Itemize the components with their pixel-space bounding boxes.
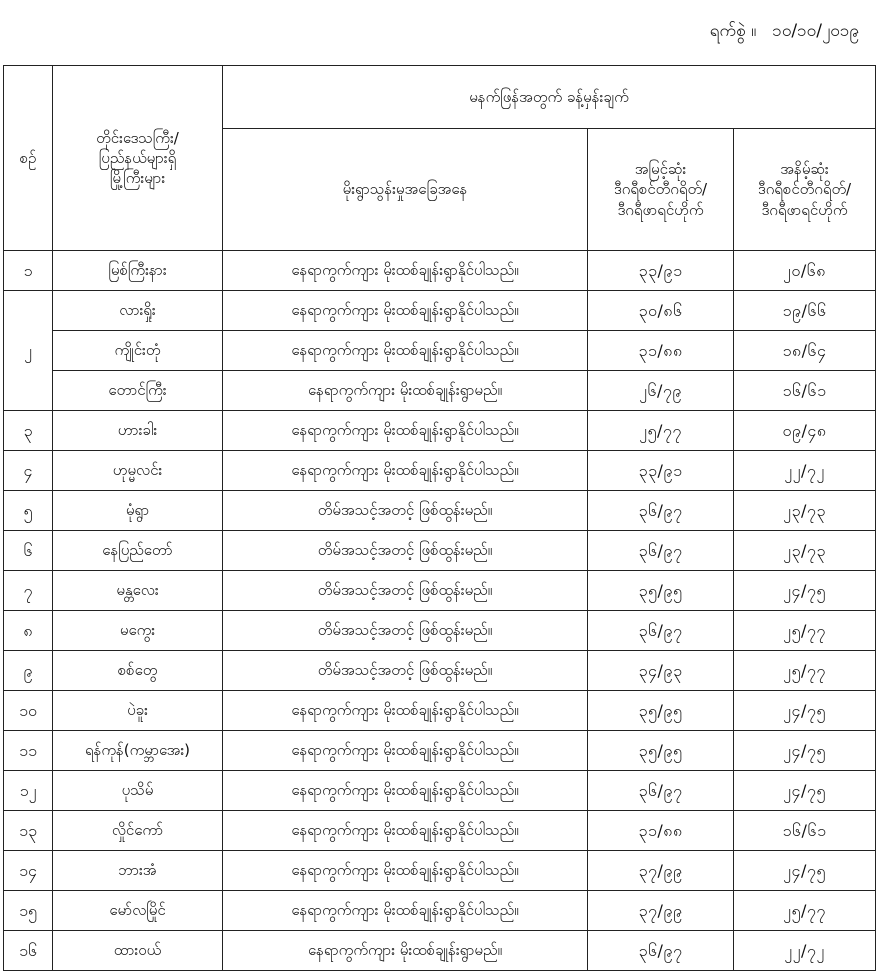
min-temp: ၂၅/၇၇ bbox=[734, 651, 876, 691]
rain-condition: နေရာကွက်ကျား မိုးထစ်ချုန်းရွာနိုင်ပါသည်။ bbox=[223, 731, 588, 771]
header-city-line: ပြည်နယ်များရှိ bbox=[98, 148, 177, 167]
table-row bbox=[4, 771, 876, 811]
city-name: ပဲခူး bbox=[53, 691, 223, 731]
row-number: ၄ bbox=[4, 451, 53, 491]
header-city-line: မြို့ကြီးများ bbox=[109, 169, 166, 188]
max-temp: ၂၆/၇၉ bbox=[588, 371, 734, 411]
max-temp: ၃၆/၉၇ bbox=[588, 611, 734, 651]
min-temp: ၁၉/၆၆ bbox=[734, 291, 876, 331]
table-row bbox=[4, 331, 876, 371]
rain-condition: တိမ်အသင့်အတင့် ဖြစ်ထွန်းမည်။ bbox=[223, 531, 588, 571]
date-value: ၁၀/၁၀/၂၀၁၉ bbox=[772, 21, 859, 41]
max-temp: ၂၅/၇၇ bbox=[588, 411, 734, 451]
table-row bbox=[4, 411, 876, 451]
city-name: ရန်ကုန်(ကမ္ဘာအေး) bbox=[53, 731, 223, 771]
table-row bbox=[4, 731, 876, 771]
forecast-table bbox=[3, 65, 876, 971]
max-temp: ၃၁/၈၈ bbox=[588, 811, 734, 851]
city-name: နေပြည်တော် bbox=[53, 531, 223, 571]
rain-condition: နေရာကွက်ကျား မိုးထစ်ချုန်းရွာနိုင်ပါသည်။ bbox=[223, 411, 588, 451]
min-temp: ၀၉/၄၈ bbox=[734, 411, 876, 451]
rain-condition: နေရာကွက်ကျား မိုးထစ်ချုန်းရွာနိုင်ပါသည်။ bbox=[223, 291, 588, 331]
table-row bbox=[4, 291, 876, 331]
row-number: ၈ bbox=[4, 611, 53, 651]
row-number: ၉ bbox=[4, 651, 53, 691]
city-name: ဟားခါး bbox=[53, 411, 223, 451]
header-min-line: အနိမ့်ဆုံး bbox=[780, 160, 829, 179]
row-number: ၁၁ bbox=[4, 731, 53, 771]
max-temp: ၃၄/၉၃ bbox=[588, 651, 734, 691]
row-number: ၇ bbox=[4, 571, 53, 611]
table-row bbox=[4, 931, 876, 971]
min-temp: ၁၆/၆၁ bbox=[734, 811, 876, 851]
min-temp: ၂၀/၆၈ bbox=[734, 251, 876, 291]
max-temp: ၃၁/၈၈ bbox=[588, 331, 734, 371]
table-row bbox=[4, 491, 876, 531]
city-name: မကွေး bbox=[53, 611, 223, 651]
table-row bbox=[4, 651, 876, 691]
rain-condition: တိမ်အသင့်အတင့် ဖြစ်ထွန်းမည်။ bbox=[223, 491, 588, 531]
city-name: မန္တလေး bbox=[53, 571, 223, 611]
rain-condition: တိမ်အသင့်အတင့် ဖြစ်ထွန်းမည်။ bbox=[223, 651, 588, 691]
min-temp: ၂၃/၇၃ bbox=[734, 531, 876, 571]
city-name: မြစ်ကြီးနား bbox=[53, 251, 223, 291]
row-number: ၁၃ bbox=[4, 811, 53, 851]
min-temp: ၂၅/၇၇ bbox=[734, 891, 876, 931]
header-max-line: ဒီဂရီဖာရင်ဟိုက် bbox=[617, 200, 704, 219]
max-temp: ၃၅/၉၅ bbox=[588, 691, 734, 731]
rain-condition: နေရာကွက်ကျား မိုးထစ်ချုန်းရွာနိုင်ပါသည်။ bbox=[223, 691, 588, 731]
table-row bbox=[4, 811, 876, 851]
min-temp: ၂၄/၇၅ bbox=[734, 771, 876, 811]
row-number: ၅ bbox=[4, 491, 53, 531]
report-date bbox=[710, 20, 859, 45]
rain-condition: နေရာကွက်ကျား မိုးထစ်ချုန်းရွာနိုင်ပါသည်။ bbox=[223, 451, 588, 491]
rain-condition: နေရာကွက်ကျား မိုးထစ်ချုန်းရွာနိုင်ပါသည်။ bbox=[223, 251, 588, 291]
city-name: မော်လမြိုင် bbox=[53, 891, 223, 931]
city-name: မုံရွာ bbox=[53, 491, 223, 531]
row-number: ၁၂ bbox=[4, 771, 53, 811]
table-row bbox=[4, 691, 876, 731]
city-name: တောင်ကြီး bbox=[53, 371, 223, 411]
rain-condition: နေရာကွက်ကျား မိုးထစ်ချုန်းရွာနိုင်ပါသည်။ bbox=[223, 851, 588, 891]
max-temp: ၃၆/၉၇ bbox=[588, 531, 734, 571]
header-max-line: အမြင့်ဆုံး bbox=[634, 160, 687, 179]
min-temp: ၁၈/၆၄ bbox=[734, 331, 876, 371]
header-city-line: တိုင်းဒေသကြီး/ bbox=[96, 128, 179, 147]
city-name: စစ်တွေ bbox=[53, 651, 223, 691]
max-temp: ၃၀/၈၆ bbox=[588, 291, 734, 331]
rain-condition: နေရာကွက်ကျား မိုးထစ်ချုန်းရွာမည်။ bbox=[223, 931, 588, 971]
city-name: ဘားအံ bbox=[53, 851, 223, 891]
row-number: ၃ bbox=[4, 411, 53, 451]
row-number: ၁၀ bbox=[4, 691, 53, 731]
min-temp: ၂၄/၇၅ bbox=[734, 731, 876, 771]
header-no: စဉ် bbox=[4, 66, 53, 251]
max-temp: ၃၅/၉၅ bbox=[588, 571, 734, 611]
city-name: ကျိုင်းတုံ bbox=[53, 331, 223, 371]
min-temp: ၂၄/၇၅ bbox=[734, 571, 876, 611]
table-row bbox=[4, 571, 876, 611]
max-temp: ၃၇/၉၉ bbox=[588, 851, 734, 891]
header-min-line: ဒီဂရီစင်တီဂရိတ်/ bbox=[757, 180, 852, 199]
header-max-line: ဒီဂရီစင်တီဂရိတ်/ bbox=[613, 180, 708, 199]
max-temp: ၃၇/၉၉ bbox=[588, 891, 734, 931]
min-temp: ၂၄/၇၅ bbox=[734, 691, 876, 731]
date-label: ရက်စွဲ ။ bbox=[709, 21, 757, 41]
table-row bbox=[4, 891, 876, 931]
city-name: ထားဝယ် bbox=[53, 931, 223, 971]
header-min-temp bbox=[734, 129, 876, 251]
rain-condition: တိမ်အသင့်အတင့် ဖြစ်ထွန်းမည်။ bbox=[223, 611, 588, 651]
table-row bbox=[4, 251, 876, 291]
row-number: ၆ bbox=[4, 531, 53, 571]
city-name: လှိုင်ကော် bbox=[53, 811, 223, 851]
table-header bbox=[4, 66, 876, 251]
rain-condition: နေရာကွက်ကျား မိုးထစ်ချုန်းရွာမည်။ bbox=[223, 371, 588, 411]
row-number: ၁၅ bbox=[4, 891, 53, 931]
city-name: ဟုမ္မလင်း bbox=[53, 451, 223, 491]
max-temp: ၃၅/၉၅ bbox=[588, 731, 734, 771]
rain-condition: နေရာကွက်ကျား မိုးထစ်ချုန်းရွာနိုင်ပါသည်။ bbox=[223, 331, 588, 371]
city-name: လားရှိုး bbox=[53, 291, 223, 331]
min-temp: ၂၂/၇၂ bbox=[734, 451, 876, 491]
table-row bbox=[4, 851, 876, 891]
rain-condition: နေရာကွက်ကျား မိုးထစ်ချုန်းရွာနိုင်ပါသည်။ bbox=[223, 811, 588, 851]
max-temp: ၃၆/၉၇ bbox=[588, 771, 734, 811]
header-max-temp bbox=[588, 129, 734, 251]
row-number: ၁၄ bbox=[4, 851, 53, 891]
min-temp: ၂၃/၇၃ bbox=[734, 491, 876, 531]
table-row bbox=[4, 611, 876, 651]
header-city bbox=[53, 66, 223, 251]
min-temp: ၁၆/၆၁ bbox=[734, 371, 876, 411]
header-forecast-group: မနက်ဖြန်အတွက် ခန့်မှန်းချက် bbox=[223, 66, 876, 129]
rain-condition: နေရာကွက်ကျား မိုးထစ်ချုန်းရွာနိုင်ပါသည်။ bbox=[223, 891, 588, 931]
city-name: ပုသိမ် bbox=[53, 771, 223, 811]
table-row bbox=[4, 371, 876, 411]
table-body bbox=[4, 251, 876, 971]
header-min-line: ဒီဂရီဖာရင်ဟိုက် bbox=[761, 200, 848, 219]
max-temp: ၃၃/၉၁ bbox=[588, 451, 734, 491]
header-condition: မိုးရွာသွန်းမှုအခြေအနေ bbox=[223, 129, 588, 251]
rain-condition: တိမ်အသင့်အတင့် ဖြစ်ထွန်းမည်။ bbox=[223, 571, 588, 611]
min-temp: ၂၂/၇၂ bbox=[734, 931, 876, 971]
table-row bbox=[4, 531, 876, 571]
row-number: ၁၆ bbox=[4, 931, 53, 971]
table-row bbox=[4, 451, 876, 491]
rain-condition: နေရာကွက်ကျား မိုးထစ်ချုန်းရွာနိုင်ပါသည်။ bbox=[223, 771, 588, 811]
max-temp: ၃၃/၉၁ bbox=[588, 251, 734, 291]
max-temp: ၃၆/၉၇ bbox=[588, 491, 734, 531]
min-temp: ၂၅/၇၇ bbox=[734, 611, 876, 651]
row-number: ၁ bbox=[4, 251, 53, 291]
max-temp: ၃၆/၉၇ bbox=[588, 931, 734, 971]
min-temp: ၂၄/၇၅ bbox=[734, 851, 876, 891]
row-number: ၂ bbox=[4, 291, 53, 411]
